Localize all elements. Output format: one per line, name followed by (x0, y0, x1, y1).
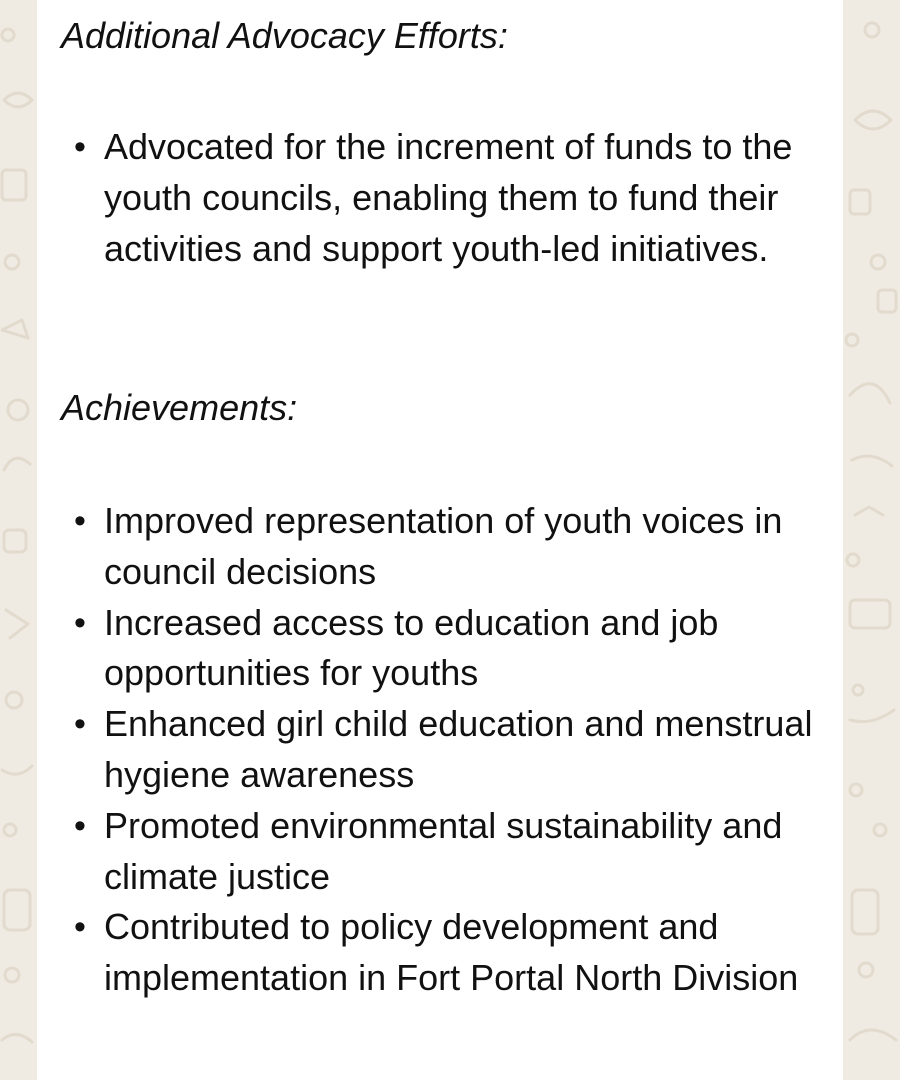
bullet-icon: • (74, 128, 86, 166)
list-item (37, 902, 843, 1004)
list-item-text: Increased access to education and job opportunities for youths (104, 601, 719, 694)
list-item-text: Promoted environmental sustainability and climate justice (104, 804, 783, 897)
bullet-icon: • (74, 502, 86, 540)
list-item-text: Enhanced girl child education and menstrual hygiene awareness (104, 703, 813, 795)
bullet-icon: • (74, 806, 86, 845)
list-item-text: Improved representation of youth voices in council decisions (104, 500, 783, 592)
section-heading-achievements: Achievements: (61, 387, 298, 428)
message-bubble[interactable] (37, 0, 843, 1080)
section-heading-advocacy: Additional Advocacy Efforts: (61, 15, 508, 56)
bullet-icon: • (74, 603, 86, 642)
list-item (37, 598, 843, 700)
list-item (37, 496, 843, 598)
bullet-icon: • (74, 705, 86, 744)
bullet-icon: • (74, 908, 86, 947)
list-item (37, 801, 843, 903)
list-item (37, 699, 843, 801)
achievements-list (37, 496, 843, 1004)
list-item (37, 122, 843, 274)
advocacy-list (37, 122, 843, 274)
list-item-text: Contributed to policy development and implementation in Fort Portal North Division (104, 906, 799, 999)
list-item-text: Advocated for the increment of funds to the youth councils, enabling them to fund their activities and support youth-led initiatives. (104, 126, 793, 269)
